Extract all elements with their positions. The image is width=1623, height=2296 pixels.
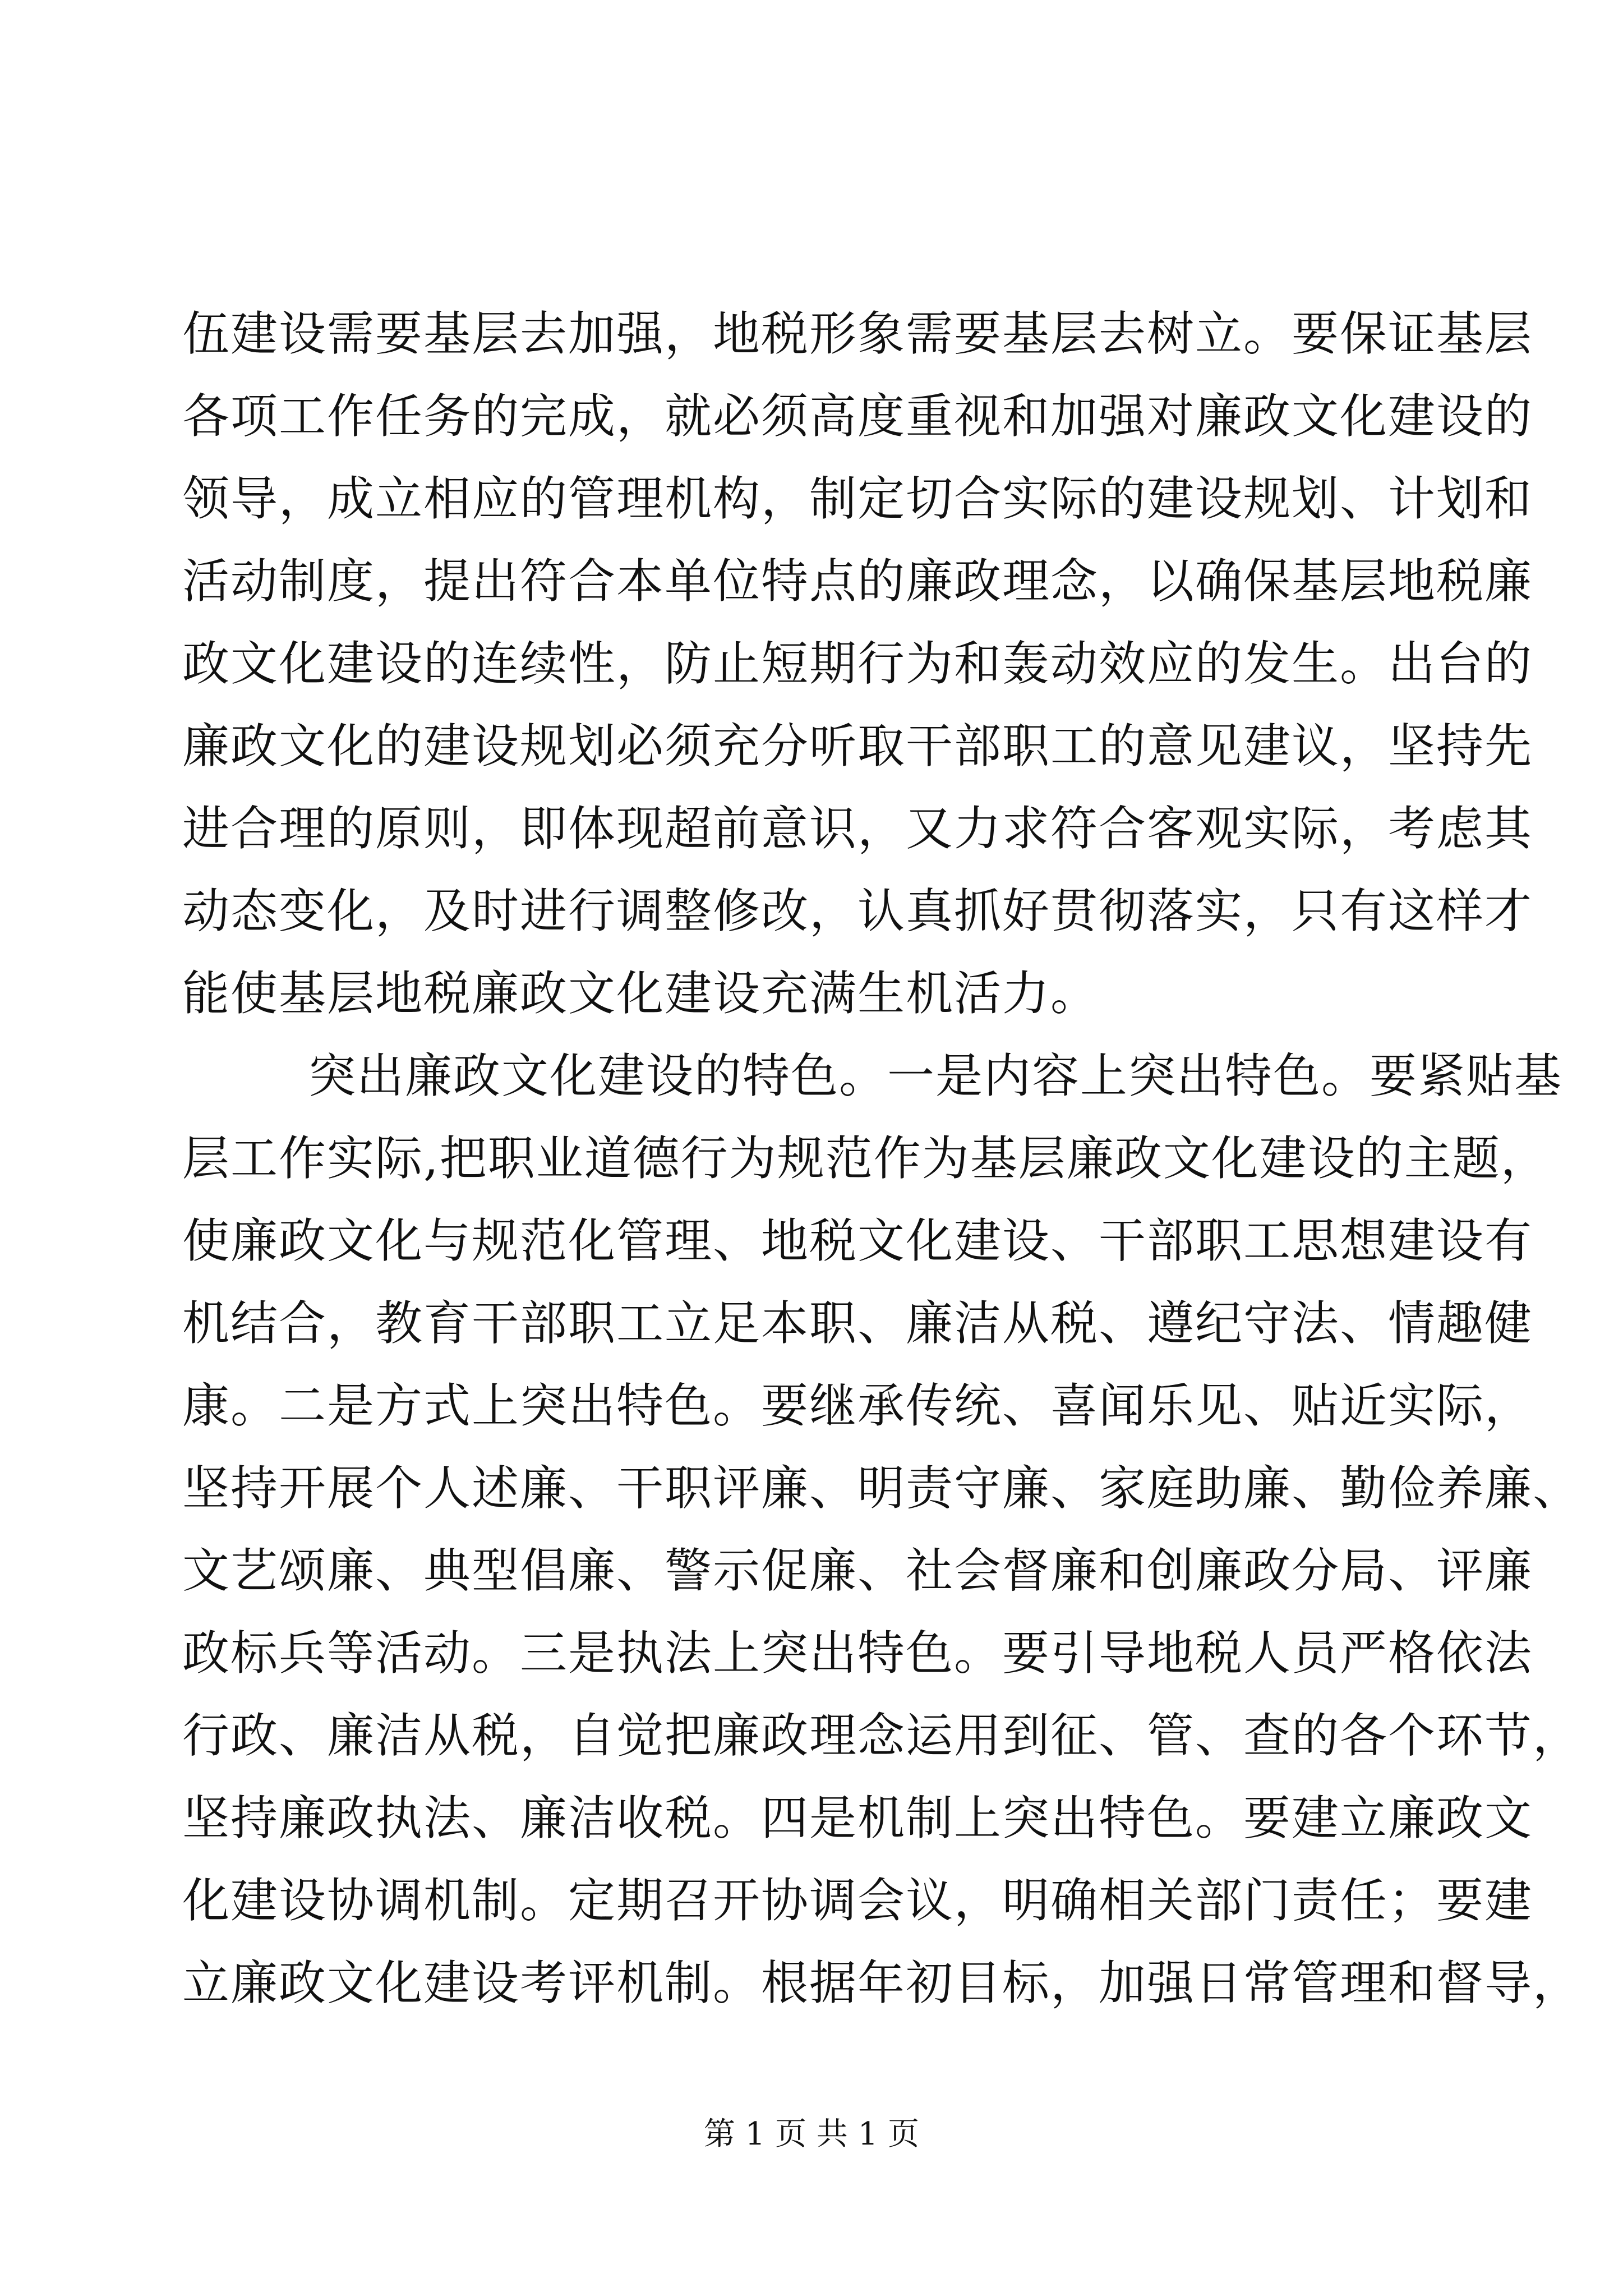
text-line: 行政、廉洁从税，自觉把廉政理念运用到征、管、查的各个环节， [182,1708,1581,1763]
text-line: 坚持廉政执法、廉洁收税。四是机制上突出特色。要建立廉政文 [182,1791,1533,1846]
text-line: 机结合，教育干部职工立足本职、廉洁从税、遵纪守法、情趣健 [182,1296,1533,1351]
text-line: 康。二是方式上突出特色。要继承传统、喜闻乐见、贴近实际， [182,1378,1533,1433]
text-line: 进合理的原则，即体现超前意识，又力求符合客观实际，考虑其 [182,801,1533,856]
text-line: 各项工作任务的完成，就必须高度重视和加强对廉政文化建设的 [182,389,1533,444]
text-line: 能使基层地税廉政文化建设充满生机活力。 [182,966,1099,1021]
text-line: 领导，成立相应的管理机构，制定切合实际的建设规划、计划和 [182,471,1533,526]
text-line: 层工作实际,把职业道德行为规范作为基层廉政文化建设的主题， [182,1131,1549,1186]
text-line: 使廉政文化与规范化管理、地税文化建设、干部职工思想建设有 [182,1213,1533,1268]
text-line: 动态变化，及时进行调整修改，认真抓好贯彻落实，只有这样才 [182,884,1533,938]
text-line: 坚持开展个人述廉、干职评廉、明责守廉、家庭助廉、勤俭养廉、 [182,1461,1581,1516]
text-line: 政文化建设的连续性，防止短期行为和轰动效应的发生。出台的 [182,636,1533,691]
text-line: 政标兵等活动。三是执法上突出特色。要引导地税人员严格依法 [182,1626,1533,1681]
text-line: 廉政文化的建设规划必须充分听取干部职工的意见建议，坚持先 [182,719,1533,774]
page-number-footer: 第 1 页 共 1 页 [703,2116,920,2152]
text-line: 文艺颂廉、典型倡廉、警示促廉、社会督廉和创廉政分局、评廉 [182,1543,1533,1598]
text-line: 立廉政文化建设考评机制。根据年初目标，加强日常管理和督导， [182,1955,1581,2010]
paragraph-first-line: 突出廉政文化建设的特色。一是内容上突出特色。要紧贴基 [308,1048,1563,1103]
text-line: 化建设协调机制。定期召开协调会议，明确相关部门责任；要建 [182,1873,1533,1928]
text-line: 活动制度，提出符合本单位特点的廉政理念，以确保基层地税廉 [182,554,1533,609]
text-line: 伍建设需要基层去加强，地税形象需要基层去树立。要保证基层 [182,306,1533,361]
